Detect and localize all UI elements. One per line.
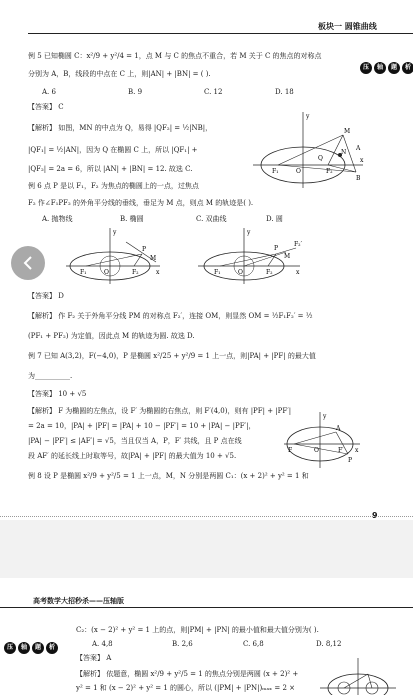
ex8-line2: C₂：(x − 2)² + y² = 1 上的点，则|PM| + |PN| 的最小值和最大值分别为( ).	[76, 626, 319, 634]
fig6b-label: F₁	[214, 269, 221, 276]
ex5-analysis-3: |QF₂| = 2a = 6，所以 |AN| + |BN| = 12. 故选 C.	[28, 165, 193, 173]
ex8-ellipse-figure	[318, 654, 398, 695]
fig6b-label: O	[238, 269, 243, 276]
fig5-label: A	[356, 145, 361, 152]
ex6-line2: F₂ 作∠F₁PF₂ 的外角平分线的垂线，垂足为 M 点，则点 M 的轨迹是( ).	[28, 199, 254, 207]
fig7-label: P	[348, 457, 353, 464]
fig7-label: y	[323, 413, 327, 420]
fig6a-label: x	[156, 269, 160, 276]
ex6-option-d: D. 圆	[266, 215, 283, 223]
header-rule	[28, 33, 413, 34]
fig5-label: Q	[318, 155, 323, 162]
ex8-option-b: B. 2,6	[172, 640, 193, 648]
ex5-answer: 【答案】 C	[28, 103, 64, 111]
ex8-analysis-2: y² = 1 和 (x − 2)² + y² = 1 的圆心，所以 (|PM| + |PN|)ₘₐₓ = 2 ×	[76, 684, 296, 692]
ex8-answer: 【答案】 A	[76, 654, 112, 662]
fig5-label: F₂	[326, 168, 333, 175]
ex8-line1: 例 8 设 P 是椭圆 x²/9 + y²/5 = 1 上一点，M，N 分别是两圆 C₁：(x + 2)² + y² = 1 和	[28, 472, 309, 480]
page-lower	[0, 578, 413, 695]
fig6b-label: x	[296, 269, 300, 276]
ex7-analysis-4: 段 AF′ 的延长线上时取等号，故|PA| + |PF| 的最大值为 10 + √5.	[28, 452, 237, 460]
ex5-line1: 例 5 已知椭圆 C：x²/9 + y²/4 = 1，点 M 与 C 的焦点不重合，若 M 关于 C 的焦点的对称点	[28, 52, 322, 60]
ex5-analysis-1: 【解析】 如图，MN 的中点为 Q，易得 |QF₂| = ½|NB|，	[28, 124, 213, 132]
fig6a-label: O	[104, 269, 109, 276]
chapter-header: 板块一 圆锥曲线	[318, 22, 377, 31]
badge-char: 轴	[374, 62, 386, 74]
fig6a-label: P	[142, 246, 147, 253]
previous-page-button[interactable]	[11, 246, 45, 280]
fig6a-label: F₂	[132, 269, 139, 276]
ex8-option-c: C. 6,8	[243, 640, 264, 648]
chevron-left-icon	[21, 255, 35, 271]
badge-char: 轴	[18, 642, 30, 654]
ex5-option-a: A. 6	[42, 88, 56, 96]
ex7-analysis-3: |PA| − |PF′| ≤ |AF′| = √5，当且仅当 A，P，F′ 共线，且 P 点在线	[28, 437, 242, 445]
ex7-line1: 例 7 已知 A(3,2)，F(−4,0)，P 是椭圆 x²/25 + y²/9 = 1 上一点，则|PA| + |PF| 的最大值	[28, 352, 316, 360]
ex6-answer: 【答案】 D	[28, 292, 64, 300]
fig6a-label: M	[150, 255, 157, 262]
page-number: 9	[372, 511, 378, 520]
ex6-option-b: B. 椭圆	[120, 215, 144, 223]
ex5-ellipse-figure	[248, 110, 368, 190]
ex6-option-a: A. 抛物线	[42, 215, 73, 223]
ex6-option-c: C. 双曲线	[196, 215, 227, 223]
fig6a-label: F₁	[80, 269, 87, 276]
fig6b-label: F₂′	[294, 241, 302, 248]
ex6-figure-right	[196, 226, 306, 286]
fig5-label: B	[356, 175, 361, 182]
badge-char: 压	[360, 62, 372, 74]
fig5-label: y	[306, 113, 310, 120]
ex8-option-a: A. 4,8	[92, 640, 113, 648]
ex5-analysis-2: |QF₁| = ½|AN|，因为 Q 在椭圆 C 上，所以 |QF₁| +	[28, 146, 198, 154]
ex6-figure-left	[64, 226, 164, 286]
ex5-line2: 分别为 A，B，线段的中点在 C 上，则|AN| + |BN| = ( ).	[28, 70, 211, 78]
fig5-label: N	[341, 149, 347, 156]
ex8-analysis-1: 【解析】 依题意，椭圆 x²/9 + y²/5 = 1 的焦点分别是两圆 (x + 2)² +	[76, 670, 299, 678]
ex6-analysis-1: 【解析】 作 F₂ 关于外角平分线 PM 的对称点 F₂′，连接 OM，则显然 OM = ½F₁F₂′ = ½	[28, 312, 313, 320]
ex5-option-d: D. 18	[275, 88, 294, 96]
ex5-option-c: C. 12	[204, 88, 223, 96]
fig5-label: M	[344, 128, 351, 135]
fig6b-label: F₂	[266, 269, 273, 276]
fig7-label: A	[336, 425, 341, 432]
ex7-analysis-1: 【解析】 F 为椭圆的左焦点，设 F′ 为椭圆的右焦点，则 F′(4,0)，则有 |PF| + |PF′|	[28, 407, 292, 415]
ex5-option-b: B. 9	[128, 88, 143, 96]
fig6b-label: y	[247, 229, 251, 236]
ex7-answer: 【答案】 10 + √5	[28, 390, 87, 398]
fig6b-label: P	[274, 245, 279, 252]
header-rule	[0, 607, 413, 608]
fig7-label: F	[288, 447, 293, 454]
fig5-label: x	[360, 157, 364, 164]
fig6b-label: M	[284, 253, 291, 260]
badge-char: 题	[32, 642, 44, 654]
page-separator	[0, 516, 413, 517]
ex7-line2: 为__________.	[28, 372, 73, 380]
section-badge	[4, 642, 58, 654]
badge-char: 析	[46, 642, 58, 654]
ex8-option-d: D. 8,12	[316, 640, 342, 648]
ex7-ellipse-figure	[282, 408, 362, 470]
badge-char: 压	[4, 642, 16, 654]
fig6a-label: y	[113, 229, 117, 236]
fig5-label: F₁	[272, 168, 279, 175]
badge-char: 析	[402, 62, 413, 74]
book-header: 高考数学大招秒杀——压轴版	[33, 597, 124, 605]
fig7-label: O	[314, 447, 319, 454]
fig7-label: x	[355, 447, 359, 454]
section-badge	[360, 62, 413, 74]
fig5-label: O	[296, 168, 301, 175]
ex6-line1: 例 6 点 P 是以 F₁，F₂ 为焦点的椭圆上的一点，过焦点	[28, 182, 199, 190]
badge-char: 题	[388, 62, 400, 74]
fig7-label: F′	[338, 447, 344, 454]
ex7-analysis-2: = 2a = 10，|PA| + |PF| = |PA| + 10 − |PF′| = 10 + |PA| − |PF′|，	[28, 422, 256, 430]
ex6-analysis-2: (PF₁ + PF₂) 为定值，因此点 M 的轨迹为圆. 故选 D.	[28, 332, 195, 340]
